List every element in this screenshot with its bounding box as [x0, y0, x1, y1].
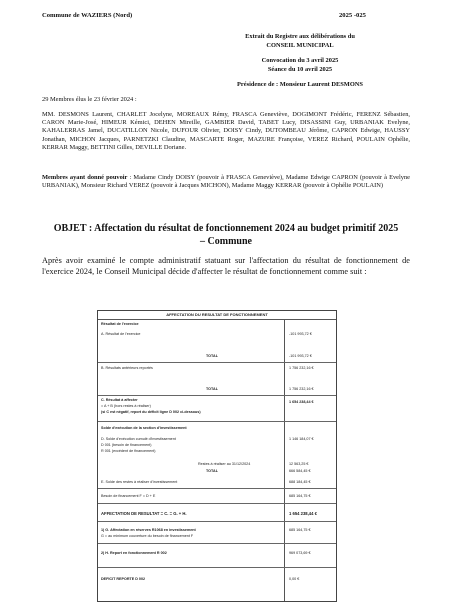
resultat-exercice-heading: Résultat de l'exercice — [101, 322, 139, 326]
membres-elus: 29 Membres élus le 23 février 2024 : — [42, 96, 137, 103]
divider — [98, 421, 336, 422]
d-value: 1 146 184,07 € — [289, 437, 314, 441]
h-value: 969 073,69 € — [289, 551, 311, 555]
commune-name: Commune de WAZIERS (Nord) — [42, 12, 133, 19]
pouvoirs-text: : Madame Cindy DOISY (pouvoir à FRASCA Geneviève), Madame Edwige CAPRON (pouvoir à Evelyne URBANIAK), Monsieur Richard VEREZ (pouvoir à Jacques MICHON), Madame Maggy KERRAR (pouvoir à Ophélie POULAIN) — [42, 174, 411, 190]
membres-presents: MM. DESMONS Laurent, CHARLET Jocelyne, MOREAUX Rémy, FRASCA Geneviève, DOGIMONT Frédéric, FERENZ Sébastien, CARON Marie-José, HIMEUR Kémici, DEHEN Mireille, GAMBIER David, TABET Lucy, DISASSINI Guy, URBANIAK Evelyne, KAHALERRAS Jamel, DUCATILLON Nicole, DUFOUR Olivier, DOISY Cindy, DUTOMBEAU Jérôme, CAPRON Edwige, HAUSSY Jonathan, MICHON Jacques, PARNETZKI Claudine, MASCARTE Roger, MAZURE Françoise, VEREZ Richard, POULAIN Ophélie, KERRAR Maggy, BETTINI Gilles, DEVILLE Doriane. — [42, 111, 410, 151]
c-note: (si C est négatif, report du déficit ligne D 002 ci-dessous) — [101, 410, 201, 414]
divider — [98, 488, 336, 489]
d-label: D. Solde d'exécution cumulé d'investissement — [101, 437, 176, 441]
seance-date: Séance du 10 avril 2025 — [267, 65, 333, 73]
restes-total-label: TOTAL — [206, 469, 218, 473]
registre-block — [200, 33, 400, 90]
deficit-label: DEFICIT REPORTE D 002 — [101, 577, 146, 581]
affectation-label: AFFECTATION DE RESULTAT = C. = G. + H. — [101, 511, 187, 516]
divider — [98, 567, 336, 568]
intro-paragraph: Après avoir examiné le compte administratif statuant sur l'affectation du résultat de fonctionnement de l'exercice 2024, le Conseil Municipal décide d'affecter le résultat de fonctionnement comme suit : — [42, 256, 410, 276]
d-sub1: D 001 (besoin de financement) — [101, 443, 152, 447]
divider — [98, 395, 336, 396]
pouvoirs-paragraph — [42, 174, 410, 190]
g-value: 685 164,75 € — [289, 528, 311, 532]
c-formula: = A + B (hors restes à réaliser) — [101, 404, 151, 408]
affectation-table — [97, 310, 337, 602]
c-value: 1 654 238,44 € — [289, 400, 314, 404]
deficit-value: 0,00 € — [289, 577, 300, 581]
objet-line2: – Commune — [200, 236, 252, 247]
c-label: C. Résultat à affecter — [101, 398, 138, 402]
h-label: 2) H. Report en fonctionnement R 002 — [101, 551, 167, 555]
deliberation-number: 2025 -025 — [339, 12, 366, 19]
restes-total-value: 666 584,45 € — [289, 469, 311, 473]
table-title: AFFECTATION DU RESULTAT DE FONCTIONNEMENT — [98, 311, 336, 320]
g-label: 1) G. Affectation en réserves R1068 en investissement — [101, 528, 196, 532]
divider — [98, 362, 336, 363]
objet-line1: OBJET : Affectation du résultat de fonctionnement 2024 au budget primitif 2025 — [53, 223, 399, 234]
restes-value: 12 563,25 € — [289, 462, 309, 466]
registre-line2: CONSEIL MUNICIPAL — [266, 41, 334, 49]
besoin-label: Besoin de financement F = D + E — [101, 494, 156, 498]
restes-label: Restes à réaliser au 31/12/2024 — [198, 462, 251, 466]
total2-value: 1 756 232,16 € — [289, 387, 314, 391]
solde-section-heading: Solde d'exécution de la section d'investissement — [101, 426, 187, 430]
total2-label: TOTAL — [206, 387, 218, 391]
objet-title — [30, 222, 422, 248]
besoin-value: 685 164,75 € — [289, 494, 311, 498]
divider — [98, 543, 336, 544]
registre-line1: Extrait du Registre aux délibérations du — [245, 33, 355, 40]
g-sub: G = au minimum couverture du besoin de financement F — [101, 534, 194, 538]
a-label: A. Résultat de l'exercice — [101, 332, 141, 336]
convocation-date: Convocation du 3 avril 2025 — [261, 57, 339, 64]
total1-label: TOTAL — [206, 354, 218, 358]
b-value: 1 756 232,16 € — [289, 366, 314, 370]
divider — [98, 503, 336, 504]
b-label: B. Résultats antérieurs reportés — [101, 366, 153, 370]
divider — [98, 521, 336, 522]
e-label: E. Solde des restes à réaliser d'investissement — [101, 480, 178, 484]
e-value: 688 184,45 € — [289, 480, 311, 484]
presidence: Présidence de : Monsieur Laurent DESMONS — [237, 81, 363, 88]
d-sub2: R 001 (excédent de financement) — [101, 449, 156, 453]
affectation-value: 1 654 238,44 € — [289, 511, 317, 516]
total1-value: -101 993,72 € — [289, 354, 312, 358]
a-value: -101 993,72 € — [289, 332, 312, 336]
pouvoirs-label: Membres ayant donné pouvoir — [42, 174, 128, 181]
